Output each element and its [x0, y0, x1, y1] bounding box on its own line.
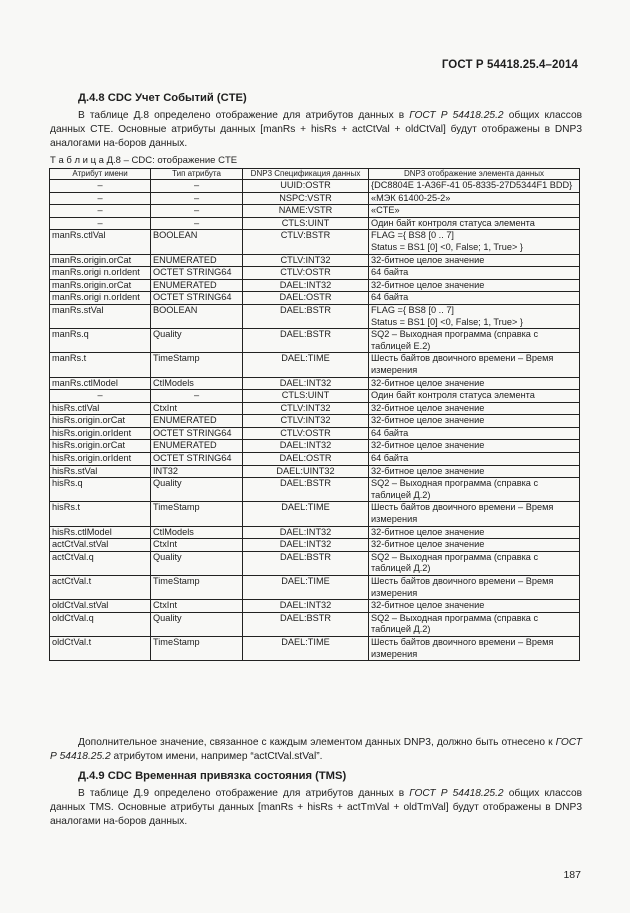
dnp3-spec-cell: DAEL:BSTR	[243, 612, 369, 636]
column-header: DNP3 отображение элемента данных	[369, 169, 580, 180]
table-body	[50, 180, 580, 661]
table-row	[50, 612, 580, 636]
attribute-type-cell: OCTET STRING64	[151, 292, 243, 305]
attribute-type-cell: BOOLEAN	[151, 304, 243, 328]
table-row	[50, 390, 580, 403]
dnp3-mapping-cell: Один байт контроля статуса элемента	[369, 390, 580, 403]
dnp3-spec-cell: DAEL:INT32	[243, 440, 369, 453]
attribute-name-cell: –	[50, 192, 151, 205]
table-caption: Т а б л и ц а Д.8 – CDC: отображение CTE	[50, 155, 238, 166]
attribute-name-cell: actCtVal.stVal	[50, 539, 151, 552]
dnp3-mapping-cell: {DC8804E 1-A36F-41 05-8335-27D5344F1 BDD}	[369, 180, 580, 193]
table-row	[50, 502, 580, 526]
attribute-name-cell: hisRs.t	[50, 502, 151, 526]
dnp3-spec-cell: DAEL:TIME	[243, 636, 369, 660]
standard-reference: ГОСТ Р 54418.25.2	[409, 788, 504, 799]
attribute-type-cell: OCTET STRING64	[151, 453, 243, 466]
table-row	[50, 304, 580, 328]
attribute-type-cell: TimeStamp	[151, 576, 243, 600]
dnp3-mapping-cell: SQ2 – Выходная программа (справка с таблицей Д.2)	[369, 478, 580, 502]
dnp3-mapping-cell: Шесть байтов двоичного времени – Время измерения	[369, 636, 580, 660]
column-header: Тип атрибута	[151, 169, 243, 180]
note-paragraph	[50, 736, 582, 764]
attribute-type-cell: –	[151, 192, 243, 205]
attribute-type-cell: Quality	[151, 612, 243, 636]
table-row	[50, 440, 580, 453]
table-row	[50, 205, 580, 218]
attribute-name-cell: hisRs.ctlModel	[50, 526, 151, 539]
attribute-type-cell: CtxInt	[151, 539, 243, 552]
attribute-name-cell: actCtVal.t	[50, 576, 151, 600]
dnp3-mapping-cell: 32-битное целое значение	[369, 600, 580, 613]
standard-reference: ГОСТ Р 54418.25.2	[409, 110, 504, 121]
dnp3-spec-cell: NSPC:VSTR	[243, 192, 369, 205]
attribute-type-cell: OCTET STRING64	[151, 267, 243, 280]
table-header-row	[50, 169, 580, 180]
standard-reference: ГОСТ Р 54418.25.2	[50, 737, 582, 762]
dnp3-mapping-cell: FLAG ={ BS8 [0 .. 7] Status = BS1 [0] <0, False; 1, True> }	[369, 230, 580, 254]
attribute-type-cell: CtxInt	[151, 402, 243, 415]
dnp3-mapping-cell: 32-битное целое значение	[369, 279, 580, 292]
attribute-type-cell: CtlModels	[151, 377, 243, 390]
attribute-name-cell: oldCtVal.q	[50, 612, 151, 636]
attribute-name-cell: manRs.origin.orCat	[50, 254, 151, 267]
dnp3-spec-cell: CTLV:INT32	[243, 402, 369, 415]
table-row	[50, 415, 580, 428]
attribute-name-cell: hisRs.origin.orIdent	[50, 453, 151, 466]
attribute-name-cell: –	[50, 205, 151, 218]
attribute-name-cell: oldCtVal.t	[50, 636, 151, 660]
dnp3-mapping-cell: 32-битное целое значение	[369, 465, 580, 478]
attribute-type-cell: ENUMERATED	[151, 415, 243, 428]
para-text: общих классов данных TMS. Основные атрибуты данных [manRs + hisRs + actTmVal + oldTmVal] будут отображены в DNP3 аналогами на-боров данных.	[50, 788, 583, 827]
table-row	[50, 217, 580, 230]
dnp3-spec-cell: DAEL:BSTR	[243, 304, 369, 328]
dnp3-spec-cell: DAEL:BSTR	[243, 329, 369, 353]
attribute-type-cell: BOOLEAN	[151, 230, 243, 254]
table-row	[50, 539, 580, 552]
attribute-name-cell: oldCtVal.stVal	[50, 600, 151, 613]
attribute-name-cell: hisRs.origin.orCat	[50, 440, 151, 453]
document-header: ГОСТ Р 54418.25.4–2014	[441, 59, 578, 71]
dnp3-mapping-cell: Шесть байтов двоичного времени – Время измерения	[369, 502, 580, 526]
attribute-type-cell: –	[151, 390, 243, 403]
table-row	[50, 526, 580, 539]
attribute-type-cell: INT32	[151, 465, 243, 478]
dnp3-mapping-cell: 32-битное целое значение	[369, 254, 580, 267]
mapping-table	[49, 168, 580, 661]
attribute-name-cell: hisRs.q	[50, 478, 151, 502]
table-row	[50, 180, 580, 193]
dnp3-mapping-cell: «CTE»	[369, 205, 580, 218]
column-header: Атрибут имени	[50, 169, 151, 180]
attribute-name-cell: –	[50, 180, 151, 193]
dnp3-spec-cell: UUID:OSTR	[243, 180, 369, 193]
attribute-type-cell: ENUMERATED	[151, 440, 243, 453]
attribute-type-cell: TimeStamp	[151, 502, 243, 526]
attribute-type-cell: CtxInt	[151, 600, 243, 613]
attribute-name-cell: hisRs.origin.orCat	[50, 415, 151, 428]
table-row	[50, 353, 580, 377]
page-number: 187	[563, 869, 581, 881]
attribute-type-cell: TimeStamp	[151, 353, 243, 377]
dnp3-mapping-cell: 32-битное целое значение	[369, 526, 580, 539]
attribute-name-cell: manRs.origin.orCat	[50, 279, 151, 292]
section-heading-tms: Д.4.9 CDC Временная привязка состояния (TMS)	[78, 770, 347, 782]
attribute-name-cell: hisRs.origin.orIdent	[50, 427, 151, 440]
dnp3-spec-cell: DAEL:INT32	[243, 526, 369, 539]
dnp3-mapping-cell: 32-битное целое значение	[369, 377, 580, 390]
table-row	[50, 636, 580, 660]
dnp3-mapping-cell: Шесть байтов двоичного времени – Время измерения	[369, 353, 580, 377]
attribute-name-cell: manRs.stVal	[50, 304, 151, 328]
attribute-type-cell: –	[151, 180, 243, 193]
dnp3-mapping-cell: SQ2 – Выходная программа (справка с таблицей Е.2)	[369, 329, 580, 353]
dnp3-spec-cell: CTLS:UINT	[243, 217, 369, 230]
para-text: В таблице Д.8 определено отображение для атрибутов данных в	[78, 110, 410, 121]
table-row	[50, 279, 580, 292]
dnp3-mapping-cell: 64 байта	[369, 427, 580, 440]
dnp3-mapping-cell: 32-битное целое значение	[369, 402, 580, 415]
dnp3-spec-cell: DAEL:INT32	[243, 377, 369, 390]
attribute-type-cell: Quality	[151, 551, 243, 575]
attribute-type-cell: –	[151, 205, 243, 218]
attribute-name-cell: manRs.origi n.orIdent	[50, 267, 151, 280]
dnp3-mapping-cell: 64 байта	[369, 267, 580, 280]
dnp3-mapping-cell: 64 байта	[369, 292, 580, 305]
attribute-name-cell: –	[50, 217, 151, 230]
attribute-name-cell: actCtVal.q	[50, 551, 151, 575]
column-header: DNP3 Спецификация данных	[243, 169, 369, 180]
attribute-name-cell: manRs.q	[50, 329, 151, 353]
dnp3-spec-cell: DAEL:BSTR	[243, 551, 369, 575]
dnp3-spec-cell: DAEL:TIME	[243, 502, 369, 526]
attribute-type-cell: Quality	[151, 478, 243, 502]
dnp3-spec-cell: CTLV:INT32	[243, 415, 369, 428]
attribute-name-cell: hisRs.stVal	[50, 465, 151, 478]
attribute-name-cell: manRs.ctlModel	[50, 377, 151, 390]
table-row	[50, 453, 580, 466]
dnp3-spec-cell: DAEL:TIME	[243, 353, 369, 377]
dnp3-spec-cell: DAEL:OSTR	[243, 453, 369, 466]
section-heading-cte: Д.4.8 CDC Учет Событий (CTE)	[78, 92, 247, 104]
table-row	[50, 478, 580, 502]
dnp3-mapping-cell: Один байт контроля статуса элемента	[369, 217, 580, 230]
attribute-name-cell: manRs.origi n.orIdent	[50, 292, 151, 305]
dnp3-spec-cell: DAEL:INT32	[243, 539, 369, 552]
table-row	[50, 329, 580, 353]
table-row	[50, 192, 580, 205]
table-row	[50, 600, 580, 613]
table-row	[50, 576, 580, 600]
dnp3-spec-cell: DAEL:OSTR	[243, 292, 369, 305]
dnp3-spec-cell: DAEL:TIME	[243, 576, 369, 600]
dnp3-spec-cell: CTLV:INT32	[243, 254, 369, 267]
dnp3-mapping-cell: SQ2 – Выходная программа (справка с таблицей Д.2)	[369, 612, 580, 636]
section-paragraph-tms	[50, 787, 582, 829]
table-row	[50, 465, 580, 478]
attribute-type-cell: Quality	[151, 329, 243, 353]
dnp3-spec-cell: DAEL:INT32	[243, 279, 369, 292]
dnp3-mapping-cell: FLAG ={ BS8 [0 .. 7] Status = BS1 [0] <0, False; 1, True> }	[369, 304, 580, 328]
para-text: общих классов данных CTE. Основные атрибуты данных [manRs + hisRs + actCtVal + oldCtVal] будут отображены в DNP3 аналогами на-боров данных.	[50, 110, 583, 149]
dnp3-spec-cell: CTLV:BSTR	[243, 230, 369, 254]
dnp3-spec-cell: DAEL:BSTR	[243, 478, 369, 502]
table-row	[50, 427, 580, 440]
dnp3-mapping-cell: Шесть байтов двоичного времени – Время измерения	[369, 576, 580, 600]
table-row	[50, 230, 580, 254]
table-row	[50, 377, 580, 390]
attribute-type-cell: ENUMERATED	[151, 279, 243, 292]
attribute-name-cell: manRs.t	[50, 353, 151, 377]
table-row	[50, 402, 580, 415]
dnp3-spec-cell: DAEL:INT32	[243, 600, 369, 613]
dnp3-spec-cell: NAME:VSTR	[243, 205, 369, 218]
dnp3-spec-cell: CTLV:OSTR	[243, 267, 369, 280]
attribute-type-cell: TimeStamp	[151, 636, 243, 660]
attribute-name-cell: –	[50, 390, 151, 403]
dnp3-mapping-cell: 32-битное целое значение	[369, 440, 580, 453]
dnp3-mapping-cell: 64 байта	[369, 453, 580, 466]
attribute-type-cell: CtlModels	[151, 526, 243, 539]
dnp3-mapping-cell: «МЭК 61400-25-2»	[369, 192, 580, 205]
attribute-type-cell: –	[151, 217, 243, 230]
attribute-name-cell: manRs.ctlVal	[50, 230, 151, 254]
dnp3-spec-cell: CTLS:UINT	[243, 390, 369, 403]
dnp3-mapping-cell: 32-битное целое значение	[369, 415, 580, 428]
para-text: В таблице Д.9 определено отображение для атрибутов данных в	[78, 788, 410, 799]
attribute-type-cell: OCTET STRING64	[151, 427, 243, 440]
attribute-name-cell: hisRs.ctlVal	[50, 402, 151, 415]
dnp3-mapping-cell: 32-битное целое значение	[369, 539, 580, 552]
table-row	[50, 254, 580, 267]
dnp3-spec-cell: CTLV:OSTR	[243, 427, 369, 440]
dnp3-mapping-cell: SQ2 – Выходная программа (справка с таблицей Д.2)	[369, 551, 580, 575]
dnp3-spec-cell: DAEL:UINT32	[243, 465, 369, 478]
table-row	[50, 292, 580, 305]
para-text: Дополнительное значение, связанное с каждым элементом данных DNP3, должно быть отнесено к	[78, 737, 556, 748]
para-text: атрибутом имени, например “actCtVal.stVal”.	[110, 751, 323, 762]
table-row	[50, 551, 580, 575]
section-paragraph-cte	[50, 109, 582, 151]
table-row	[50, 267, 580, 280]
attribute-type-cell: ENUMERATED	[151, 254, 243, 267]
